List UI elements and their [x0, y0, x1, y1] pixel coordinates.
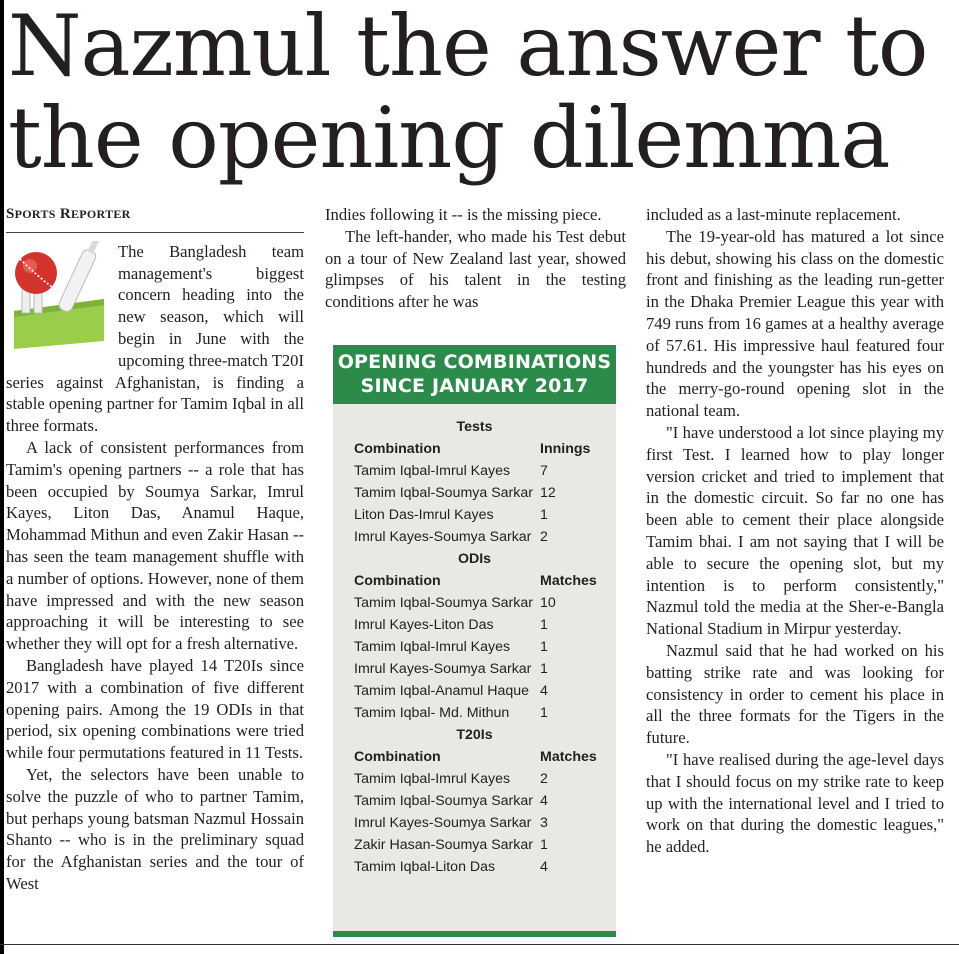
combination-cell: Liton Das-Imrul Kayes — [354, 507, 494, 523]
table-row — [333, 680, 616, 702]
count-cell: 1 — [540, 705, 548, 721]
article-column-1 — [6, 204, 304, 895]
count-cell: 1 — [540, 661, 548, 677]
combination-cell: Imrul Kayes-Soumya Sarkar — [354, 661, 532, 677]
table-row — [333, 504, 616, 526]
table-row — [333, 702, 616, 724]
table-header-row — [333, 746, 616, 768]
count-cell: 1 — [540, 507, 548, 523]
combination-cell: Tamim Iqbal-Imrul Kayes — [354, 463, 511, 479]
table-row — [333, 834, 616, 856]
table-row — [333, 636, 616, 658]
combination-cell: Imrul Kayes-Soumya Sarkar — [354, 529, 532, 545]
table-row — [333, 812, 616, 834]
article-paragraph: "I have realised during the age-level days that I should focus on my strike rate to keep up with the international level and I tried to work on that during the domestic leagues," he added. — [646, 749, 944, 857]
table-row — [333, 526, 616, 548]
article-column-2 — [325, 204, 626, 313]
combination-cell: Tamim Iqbal-Soumya Sarkar — [354, 595, 533, 611]
count-cell: 12 — [540, 485, 556, 501]
combination-cell: Tamim Iqbal-Anamul Haque — [354, 683, 530, 699]
article-paragraph: Yet, the selectors have been unable to solve the puzzle of who to partner Tamim, but perhaps young batsman Nazmul Hossain Shanto -- who is in the preliminary squad for the Afghanistan series and the tour of West — [6, 764, 304, 893]
article-paragraph: Bangladesh have played 14 T20Is since 2017 with a combination of five different opening pairs. Among the 19 ODIs in that period, six opening combinations were tried while four permutations featured in 11 Tests. — [6, 655, 304, 763]
page-bottom-rule — [0, 944, 959, 945]
column-header-combination: Combination — [354, 749, 441, 765]
opening-combinations-table — [333, 345, 616, 937]
table-row — [333, 614, 616, 636]
article-paragraph: The 19-year-old has matured a lot since his debut, showing his class on the domestic front and finishing as the leading run-getter in the Dhaka Premier League this year with 749 runs from 16 games at a healthy average of 57.61. His impressive haul featured four hundreds and the youngster has his eyes on the merry-go-round opening slot in the national team. — [646, 226, 944, 421]
table-row — [333, 856, 616, 878]
combination-cell: Tamim Iqbal- Md. Mithun — [354, 705, 510, 721]
count-cell: 4 — [540, 793, 548, 809]
article-paragraph: Indies following it -- is the missing piece. — [325, 205, 602, 224]
headline-line-1: Nazmul the answer to — [8, 0, 928, 95]
table-row — [333, 460, 616, 482]
count-cell: 4 — [540, 683, 548, 699]
combination-cell: Tamim Iqbal-Imrul Kayes — [354, 771, 511, 787]
count-cell: 10 — [540, 595, 556, 611]
combination-cell: Imrul Kayes-Soumya Sarkar — [354, 815, 532, 831]
combination-cell: Tamim Iqbal-Imrul Kayes — [354, 639, 511, 655]
article-paragraph: The Bangladesh team management's biggest concern heading into the new season, which will begin in June with the upcoming three-match T20I series against Afghanistan, is finding a stable opening partner for Tamim Iqbal in all three formats. — [6, 241, 304, 436]
table-header-row — [333, 438, 616, 460]
column-header-combination: Combination — [354, 441, 441, 457]
table-row — [333, 768, 616, 790]
article-paragraph: included as a last-minute replacement. — [646, 205, 901, 224]
byline-word-2: EPORTER — [70, 207, 131, 221]
byline — [6, 204, 304, 226]
combination-cell: Tamim Iqbal-Soumya Sarkar — [354, 485, 533, 501]
headline — [8, 0, 953, 187]
section-title-odis: ODIs — [457, 551, 492, 567]
cricket-ball-and-bat-icon — [6, 241, 112, 351]
table-row — [333, 482, 616, 504]
article-paragraph: A lack of consistent performances from Tamim's opening partners -- a role that has been occupied by Soumya Sarkar, Imrul Kayes, Liton Das, Anamul Haque, Mohammad Mithun and even Zakir Hasan -- has seen the team management shuffle with a number of options. However, none of them have impressed and with the new season approaching it will be interesting to see whether they will opt for a fresh alternative. — [6, 437, 304, 654]
headline-line-2: the opening dilemma — [8, 89, 890, 187]
combination-cell: Tamim Iqbal-Liton Das — [354, 859, 496, 875]
table-row — [333, 790, 616, 812]
table-title-line-2: SINCE JANUARY 2017 — [360, 375, 589, 397]
column-header-combination: Combination — [354, 573, 441, 589]
article-paragraph: The left-hander, who made his Test debut on a tour of New Zealand last year, showed glimpses of his talent in the testing conditions after he was — [325, 226, 626, 312]
table-row — [333, 592, 616, 614]
count-cell: 2 — [540, 771, 548, 787]
byline-letter-2: R — [59, 206, 71, 222]
count-cell: 7 — [540, 463, 548, 479]
table-title — [333, 345, 616, 404]
table-title-line-1: OPENING COMBINATIONS — [337, 351, 612, 373]
column-header-count: Matches — [540, 573, 597, 589]
page-edge-bar — [0, 0, 4, 954]
byline-word-1: PORTS — [14, 207, 56, 221]
table-row — [333, 658, 616, 680]
table-header-row — [333, 570, 616, 592]
count-cell: 1 — [540, 639, 548, 655]
column-header-count: Matches — [540, 749, 597, 765]
article-paragraph: "I have understood a lot since playing my first Test. I learned how to play longer version cricket and tried to implement that in the domestic circuit. So far no one has been able to cement their place alongside Tamim bhai. I am not saying that I will be able to secure the opening slot, but my intention is to perform consistently," Nazmul told the media at the Sher-e-Bangla National Stadium in Mirpur yesterday. — [646, 422, 944, 639]
section-title-tests: Tests — [456, 419, 493, 435]
section-title-t20is: T20Is — [456, 727, 493, 743]
column-header-count: Innings — [540, 441, 591, 457]
byline-rule — [6, 232, 304, 233]
article-paragraph: Nazmul said that he had worked on his batting strike rate and was looking for consistency in order to cement his place in all the three formats for the Tigers in the future. — [646, 640, 944, 748]
count-cell: 2 — [540, 529, 548, 545]
count-cell: 4 — [540, 859, 548, 875]
combination-cell: Tamim Iqbal-Soumya Sarkar — [354, 793, 533, 809]
count-cell: 1 — [540, 837, 548, 853]
combination-cell: Imrul Kayes-Liton Das — [354, 617, 494, 633]
combination-cell: Zakir Hasan-Soumya Sarkar — [354, 837, 533, 853]
count-cell: 1 — [540, 617, 548, 633]
article-column-3 — [646, 204, 944, 858]
byline-letter-1: S — [6, 206, 15, 222]
table-body — [333, 404, 616, 878]
count-cell: 3 — [540, 815, 548, 831]
